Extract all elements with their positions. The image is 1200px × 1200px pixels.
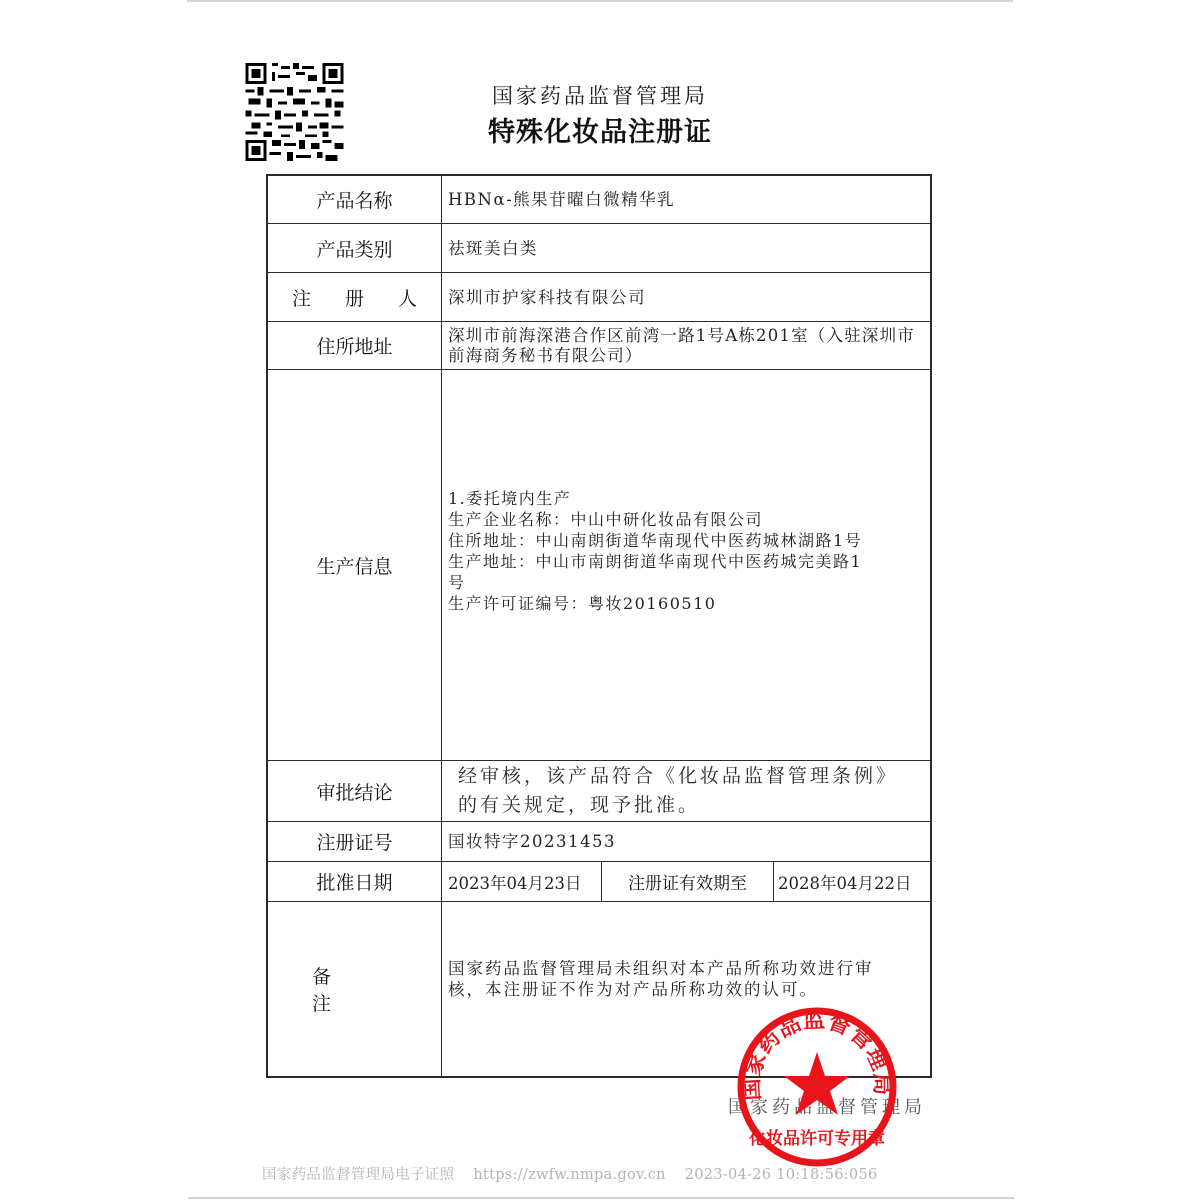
certificate-table — [266, 174, 932, 1078]
row-product-category — [268, 224, 930, 273]
value-production-info — [448, 370, 924, 760]
value-product-name: HBNα-熊果苷曜白微精华乳 — [448, 190, 676, 209]
value-valid-until: 2028年04月22日 — [778, 873, 912, 893]
label-registration-no: 注册证号 — [268, 822, 442, 861]
production-line: 生产企业名称：中山中研化妆品有限公司 — [448, 510, 764, 529]
seal-caption: 国家药品监督管理局 — [728, 1097, 926, 1118]
row-registration-no — [268, 822, 930, 862]
value-approval-conclusion: 经审核，该产品符合《化妆品监督管理条例》 的有关规定，现予批准。 — [458, 765, 899, 816]
row-production-info — [268, 370, 930, 761]
label-product-category: 产品类别 — [268, 224, 442, 272]
svg-text:化妆品许可专用章: 化妆品许可专用章 — [749, 1129, 885, 1149]
footer-timestamp: 2023-04-26 10:18:56:056 — [684, 1167, 878, 1183]
official-seal-icon — [734, 1004, 900, 1170]
label-product-name: 产品名称 — [268, 176, 442, 223]
production-line: 1.委托境内生产 — [448, 489, 572, 508]
value-address: 深圳市前海深港合作区前湾一路1号A栋201室（入驻深圳市前海商务秘书有限公司） — [448, 325, 916, 365]
page-edge-bottom — [188, 1197, 1014, 1199]
production-line: 号 — [448, 573, 466, 592]
footer-url[interactable]: https://zwfw.nmpa.gov.cn — [473, 1167, 666, 1183]
label-remarks: 备 注 — [268, 902, 442, 1076]
row-address — [268, 322, 930, 370]
row-approval-date — [268, 862, 930, 902]
label-approval-date: 批准日期 — [268, 862, 442, 901]
value-registrant: 深圳市护家科技有限公司 — [448, 287, 646, 307]
value-registration-no: 国妆特字20231453 — [448, 832, 616, 851]
star-icon — [784, 1052, 850, 1115]
label-address: 住所地址 — [268, 322, 442, 369]
production-line: 生产许可证编号：粤妆20160510 — [448, 594, 717, 613]
row-approval-conclusion — [268, 761, 930, 822]
value-approval-date: 2023年04月23日 — [444, 862, 602, 901]
production-line: 住所地址：中山南朗街道华南现代中医药城林湖路1号 — [448, 531, 863, 550]
label-valid-until: 注册证有效期至 — [602, 862, 774, 901]
row-registrant — [268, 273, 930, 322]
label-registrant: 注 册 人 — [268, 273, 442, 321]
qr-code-icon[interactable] — [244, 63, 345, 161]
page-edge-top — [187, 0, 1013, 2]
row-product-name — [268, 176, 930, 224]
svg-text:国家药品监督管理局: 国家药品监督管理局 — [739, 1008, 895, 1102]
remarks-line: 核，本注册证不作为对产品所称功效的认可。 — [448, 980, 818, 999]
issuer-heading: 国家药品监督管理局 — [492, 84, 708, 108]
document-title: 特殊化妆品注册证 — [488, 117, 712, 148]
label-production-info: 生产信息 — [268, 370, 442, 760]
footer-source: 国家药品监督管理局电子证照 — [262, 1167, 455, 1183]
value-product-category: 祛斑美白类 — [448, 238, 538, 258]
production-line: 生产地址：中山市南朗街道华南现代中医药城完美路1 — [448, 552, 863, 571]
label-approval-conclusion: 审批结论 — [268, 761, 442, 821]
remarks-line: 国家药品监督管理局未组织对本产品所称功效进行审 — [448, 959, 874, 978]
